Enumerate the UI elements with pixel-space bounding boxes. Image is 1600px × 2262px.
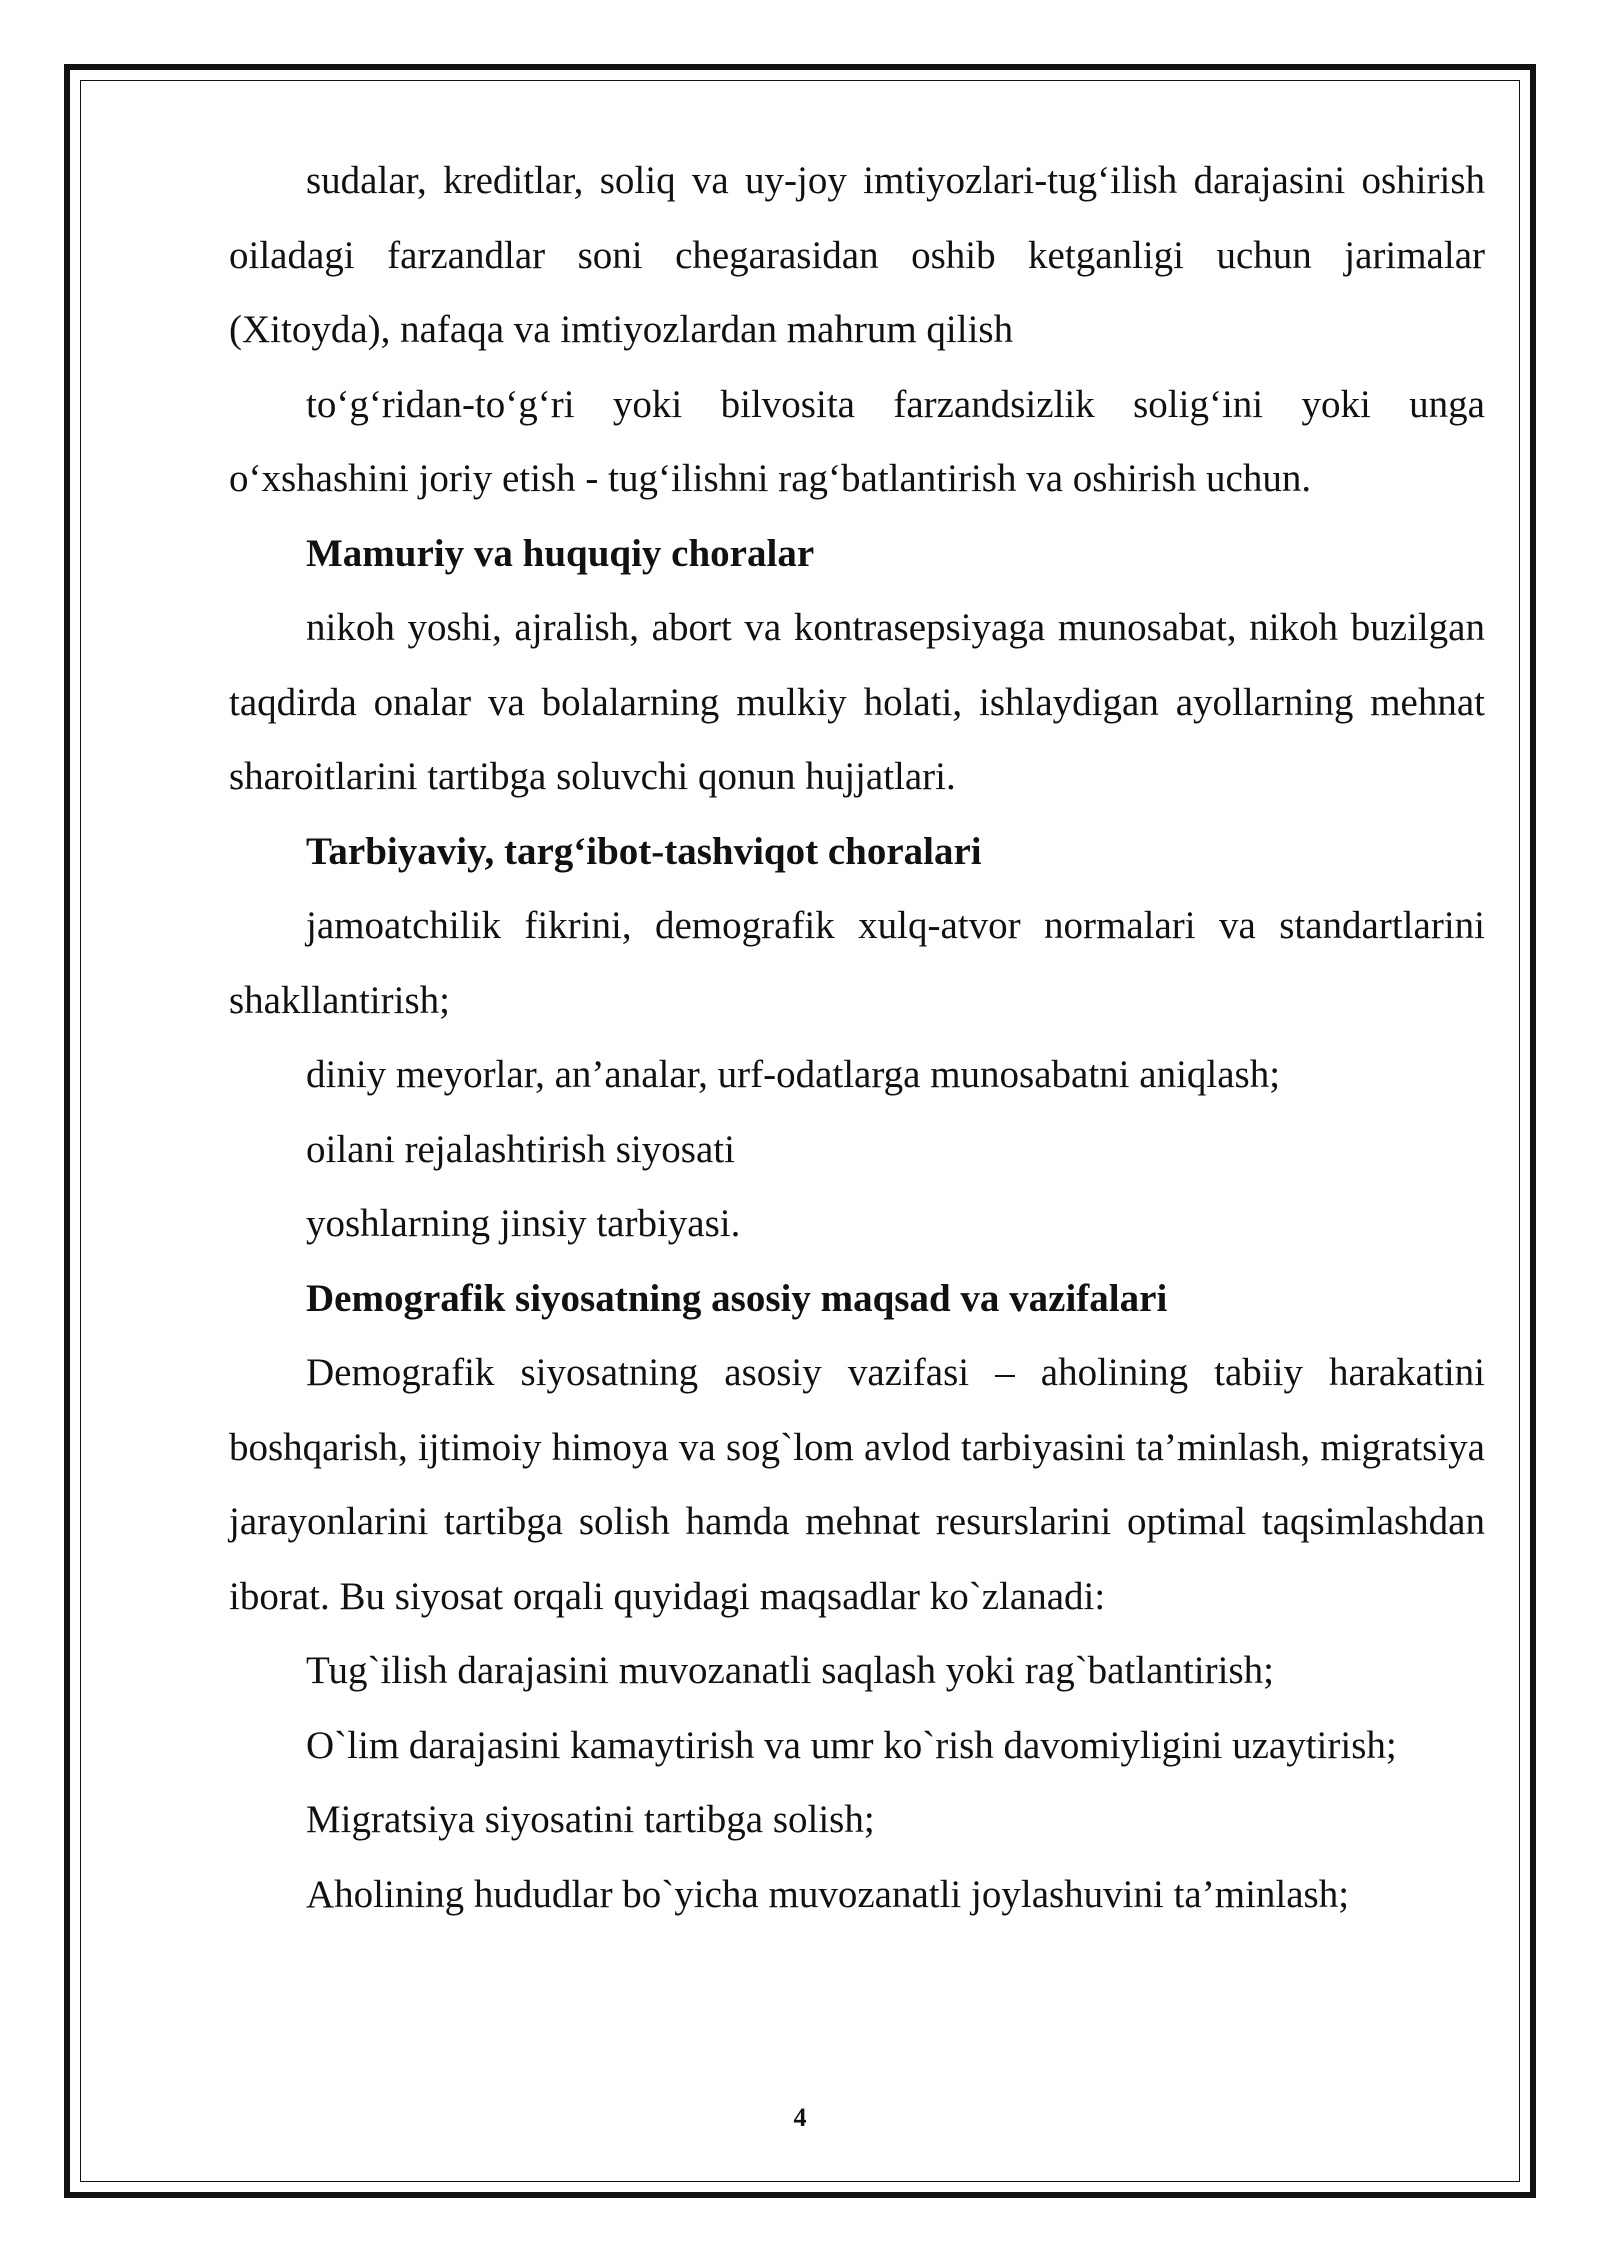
heading-educational-measures: Tarbiyaviy, targ‘ibot-tashviqot choralari bbox=[306, 829, 982, 873]
list-item-mortality: O`lim darajasini kamaytirish va umr ko`rish davomiyligini uzaytirish; bbox=[306, 1723, 1397, 1767]
paragraph-main-task: Demografik siyosatning asosiy vazifasi – aholining tabiiy harakatini boshqarish, ijtimoiy himoya va sog`lom avlod tarbiyasini ta’minlash, migratsiya jarayonlarini tartibga solish hamda mehnat resurslarini optimal taqsimlashdan iborat. Bu siyosat orqali quyidagi maqsadlar ko`zlanadi: bbox=[229, 1351, 1485, 1618]
paragraph-public-opinion: jamoatchilik fikrini, demografik xulq-atvor normalari va standartlarini shakllantirish; bbox=[229, 904, 1485, 1022]
list-item-migration: Migratsiya siyosatini tartibga solish; bbox=[306, 1798, 875, 1841]
heading-administrative-measures: Mamuriy va huquqiy choralar bbox=[306, 531, 815, 575]
heading-policy-goals: Demografik siyosatning asosiy maqsad va vazifalari bbox=[306, 1276, 1168, 1320]
paragraph-sex-education: yoshlarning jinsiy tarbiyasi. bbox=[306, 1202, 741, 1245]
page-body bbox=[229, 144, 1485, 1932]
page-number: 4 bbox=[793, 2103, 807, 2132]
paragraph-incentives: sudalar, kreditlar, soliq va uy-joy imtiyozlari-tug‘ilish darajasini oshirish oiladagi farzandlar soni chegarasidan oshib ketganligi uchun jarimalar (Xitoyda), nafaqa va imtiyozlardan mahrum qilish bbox=[229, 159, 1485, 351]
paragraph-legislation: nikoh yoshi, ajralish, abort va kontrasepsiyaga munosabat, nikoh buzilgan taqdirda onalar va bolalarning mulkiy holati, ishlaydigan ayollarning mehnat sharoitlarini tartibga soluvchi qonun hujjatlari. bbox=[229, 606, 1485, 798]
list-item-distribution: Aholining hududlar bo`yicha muvozanatli joylashuvini ta’minlash; bbox=[306, 1872, 1350, 1916]
paragraph-childless-tax: to‘g‘ridan-to‘g‘ri yoki bilvosita farzandsizlik solig‘ini yoki unga o‘xshashini joriy etish - tug‘ilishni rag‘batlantirish va oshirish uchun. bbox=[229, 382, 1485, 500]
list-item-birth-rate: Tug`ilish darajasini muvozanatli saqlash yoki rag`batlantirish; bbox=[306, 1649, 1274, 1692]
paragraph-family-planning: oilani rejalashtirish siyosati bbox=[306, 1127, 735, 1171]
paragraph-religious-norms: diniy meyorlar, an’analar, urf-odatlarga munosabatni aniqlash; bbox=[306, 1053, 1281, 1096]
